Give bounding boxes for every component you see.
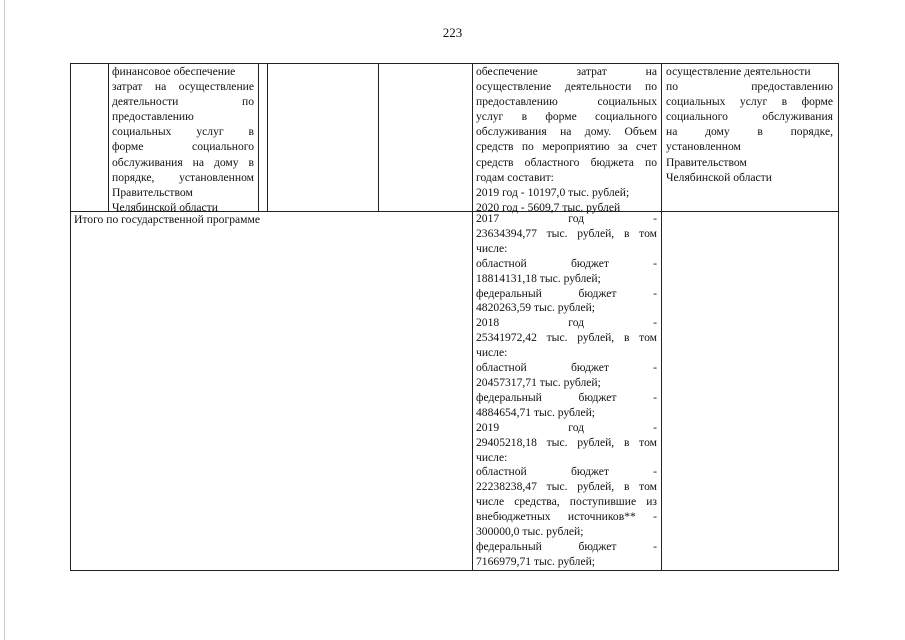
program-total-funding-cell xyxy=(476,212,657,570)
text-line: Челябинской области xyxy=(112,200,218,214)
text-line: 29405218,18 тыс. рублей, в том xyxy=(476,435,657,449)
text-line: деятельности по xyxy=(112,95,254,109)
program-total-label xyxy=(74,212,469,227)
result-description-cell xyxy=(666,64,833,185)
text-line: федеральный бюджет - xyxy=(476,539,657,553)
text-line: 22238238,47 тыс. рублей, в том xyxy=(476,480,657,494)
text-line: обслуживания на дому. Объем xyxy=(476,125,657,139)
text-line: внебюджетных источников** - xyxy=(476,510,657,524)
text-line: социального обслуживания xyxy=(666,110,833,124)
col-line-d xyxy=(378,63,379,211)
text-line: федеральный бюджет - xyxy=(476,286,657,300)
text-line: 4884654,71 тыс. рублей; xyxy=(476,405,596,419)
col-line-e xyxy=(472,63,473,570)
col-line-f xyxy=(661,63,662,570)
text-line: предоставлению xyxy=(112,110,194,124)
text-line: средств по мероприятию за счет xyxy=(476,140,657,154)
text-line: финансовое обеспечение xyxy=(112,65,236,78)
text-line: областной бюджет - xyxy=(476,465,657,479)
text-line: 2020 год - 5609,7 тыс. рублей xyxy=(476,200,621,214)
text-line: Правительством xyxy=(666,155,747,169)
page-number: 223 xyxy=(442,25,463,40)
scan-edge xyxy=(4,0,5,640)
text-line: 4820263,59 тыс. рублей; xyxy=(476,301,596,315)
text-line: числе: xyxy=(476,346,508,360)
text-line: областной бюджет - xyxy=(476,361,657,375)
text-line: 23634394,77 тыс. рублей, в том xyxy=(476,226,657,240)
text-line: 2018 год - xyxy=(476,316,657,330)
text-line: 7166979,71 тыс. рублей; xyxy=(476,554,596,568)
text-line: осуществление деятельности xyxy=(666,65,811,78)
col-line-a xyxy=(108,63,109,211)
text-line: федеральный бюджет - xyxy=(476,390,657,404)
text-line: 300000,0 тыс. рублей; xyxy=(476,525,584,539)
funding-description-cell xyxy=(476,64,657,215)
text-line: социальных услуг в xyxy=(112,125,254,139)
text-line: 18814131,18 тыс. рублей; xyxy=(476,271,601,285)
col-line-c xyxy=(267,63,268,211)
text-line: 2017 год - xyxy=(476,212,657,225)
text-line: 2019 год - 10197,0 тыс. рублей; xyxy=(476,185,630,199)
text-line: социальных услуг в форме xyxy=(666,95,833,109)
text-line: форме социального xyxy=(112,140,254,154)
activity-description-cell xyxy=(112,64,254,215)
text-line: по предоставлению xyxy=(666,80,833,94)
text-line: Челябинской области xyxy=(666,170,772,184)
col-line-b xyxy=(258,63,259,211)
text-line: Итого по государственной программе xyxy=(74,213,260,226)
text-line: числе: xyxy=(476,450,508,464)
text-line: услуг в форме социального xyxy=(476,110,657,124)
text-line: затрат на осуществление xyxy=(112,80,254,94)
text-line: средств областного бюджета по xyxy=(476,155,657,169)
text-line: числе: xyxy=(476,241,508,255)
text-line: порядке, установленном xyxy=(112,170,254,184)
text-line: годам составит: xyxy=(476,170,554,184)
text-line: 20457317,71 тыс. рублей; xyxy=(476,375,601,389)
text-line: на дому в порядке, xyxy=(666,125,833,139)
text-line: обслуживания на дому в xyxy=(112,155,254,169)
text-line: числе средства, поступившие из xyxy=(476,495,657,509)
text-line: предоставлению социальных xyxy=(476,95,657,109)
text-line: обеспечение затрат на xyxy=(476,65,657,78)
text-line: осуществление деятельности по xyxy=(476,80,657,94)
text-line: областной бюджет - xyxy=(476,256,657,270)
text-line: 25341972,42 тыс. рублей, в том xyxy=(476,331,657,345)
text-line: установленном xyxy=(666,140,741,154)
text-line: 2019 год - xyxy=(476,420,657,434)
text-line: Правительством xyxy=(112,185,193,199)
